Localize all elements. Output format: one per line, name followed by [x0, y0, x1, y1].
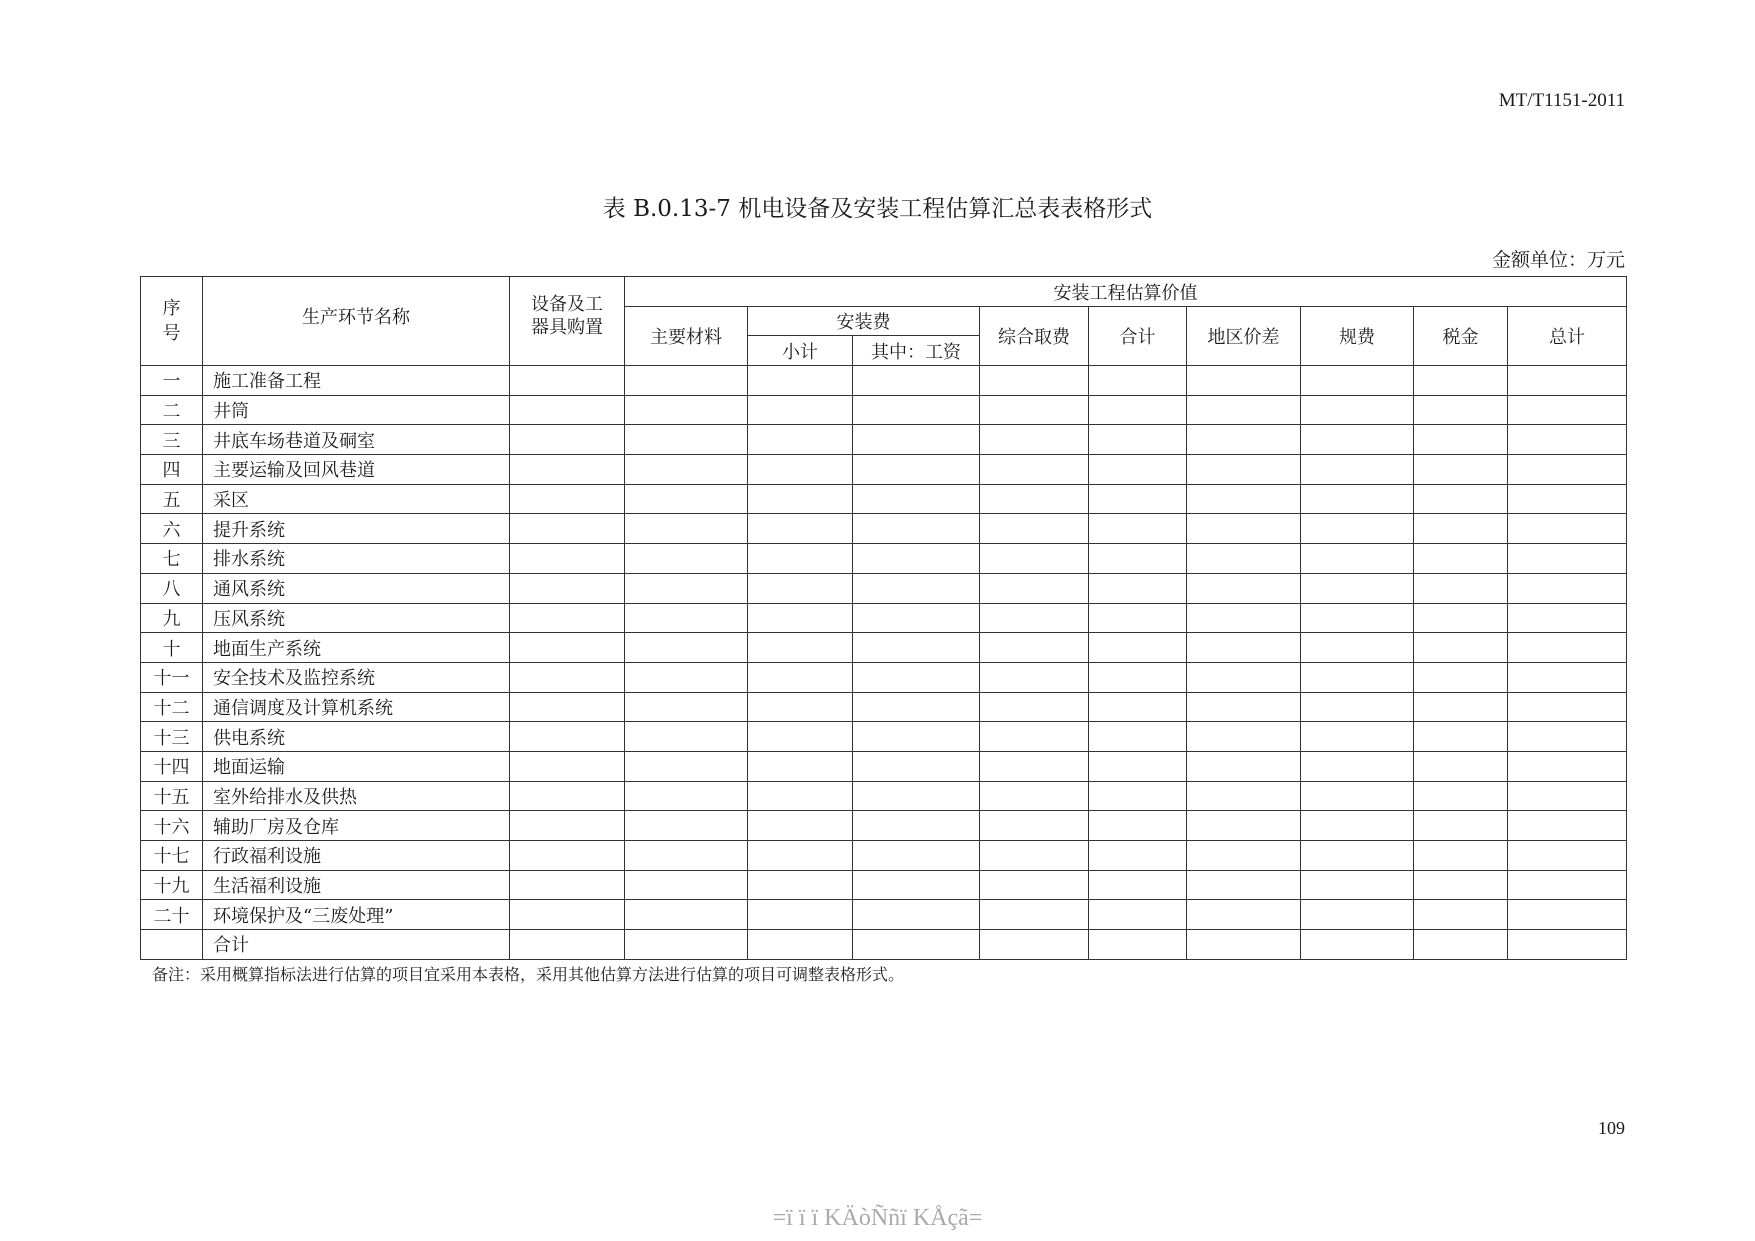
value-cell [1187, 751, 1301, 781]
value-cell [980, 455, 1089, 485]
row-name: 采区 [203, 484, 510, 514]
value-cell [853, 395, 980, 425]
value-cell [625, 455, 748, 485]
value-cell [1414, 484, 1508, 514]
value-cell [510, 692, 625, 722]
value-cell [1301, 484, 1414, 514]
value-cell [510, 751, 625, 781]
value-cell [1301, 425, 1414, 455]
row-seq: 十一 [141, 662, 203, 692]
value-cell [510, 930, 625, 960]
value-cell [1301, 841, 1414, 871]
row-name: 环境保护及“三废处理” [203, 900, 510, 930]
value-cell [1089, 900, 1187, 930]
table-row [141, 484, 1627, 514]
value-cell [1508, 573, 1627, 603]
header-tax: 税金 [1414, 307, 1508, 366]
value-cell [1301, 395, 1414, 425]
value-cell [1414, 573, 1508, 603]
value-cell [1414, 514, 1508, 544]
value-cell [625, 544, 748, 574]
value-cell [748, 395, 853, 425]
value-cell [1508, 662, 1627, 692]
header-name: 生产环节名称 [203, 277, 510, 366]
value-cell [748, 514, 853, 544]
value-cell [853, 425, 980, 455]
value-cell [853, 484, 980, 514]
row-name: 排水系统 [203, 544, 510, 574]
value-cell [510, 366, 625, 396]
value-cell [1301, 544, 1414, 574]
footer-watermark: =ï ï ï KÄòÑñï KÅçã= [772, 1205, 983, 1231]
value-cell [1089, 544, 1187, 574]
row-seq: 十七 [141, 841, 203, 871]
row-seq: 十二 [141, 692, 203, 722]
value-cell [853, 781, 980, 811]
value-cell [1508, 603, 1627, 633]
value-cell [980, 603, 1089, 633]
row-seq [141, 930, 203, 960]
header-total-sub: 合计 [1089, 307, 1187, 366]
value-cell [1301, 781, 1414, 811]
value-cell [1187, 722, 1301, 752]
value-cell [1414, 455, 1508, 485]
value-cell [510, 722, 625, 752]
value-cell [1187, 395, 1301, 425]
value-cell [748, 930, 853, 960]
value-cell [625, 603, 748, 633]
value-cell [1187, 484, 1301, 514]
value-cell [625, 633, 748, 663]
value-cell [1508, 722, 1627, 752]
value-cell [1508, 751, 1627, 781]
value-cell [625, 692, 748, 722]
value-cell [853, 930, 980, 960]
value-cell [625, 781, 748, 811]
value-cell [1301, 692, 1414, 722]
value-cell [1508, 514, 1627, 544]
header-equipment: 设备及工 器具购置 [510, 277, 625, 366]
table-row [141, 425, 1627, 455]
header-install-value-group: 安装工程估算价值 [625, 277, 1627, 307]
value-cell [1301, 573, 1414, 603]
value-cell [853, 870, 980, 900]
row-seq: 九 [141, 603, 203, 633]
value-cell [1187, 870, 1301, 900]
value-cell [1089, 484, 1187, 514]
value-cell [625, 366, 748, 396]
value-cell [1508, 930, 1627, 960]
value-cell [853, 633, 980, 663]
standard-code: MT/T1151-2011 [1498, 90, 1625, 111]
value-cell [1414, 692, 1508, 722]
row-name: 地面生产系统 [203, 633, 510, 663]
value-cell [1508, 544, 1627, 574]
row-name: 室外给排水及供热 [203, 781, 510, 811]
value-cell [853, 662, 980, 692]
value-cell [1508, 692, 1627, 722]
value-cell [1089, 811, 1187, 841]
value-cell [980, 930, 1089, 960]
value-cell [1089, 722, 1187, 752]
value-cell [853, 811, 980, 841]
value-cell [1187, 573, 1301, 603]
table-row [141, 544, 1627, 574]
value-cell [980, 484, 1089, 514]
value-cell [748, 366, 853, 396]
value-cell [1089, 366, 1187, 396]
value-cell [510, 573, 625, 603]
table-row [141, 692, 1627, 722]
value-cell [510, 455, 625, 485]
value-cell [748, 870, 853, 900]
value-cell [853, 455, 980, 485]
value-cell [980, 395, 1089, 425]
row-seq: 十三 [141, 722, 203, 752]
header-subtotal: 小计 [748, 336, 853, 366]
value-cell [1414, 662, 1508, 692]
table-row [141, 722, 1627, 752]
row-name: 合计 [203, 930, 510, 960]
value-cell [1508, 870, 1627, 900]
value-cell [1301, 455, 1414, 485]
value-cell [1301, 633, 1414, 663]
table-row [141, 751, 1627, 781]
value-cell [1414, 781, 1508, 811]
value-cell [748, 603, 853, 633]
row-seq: 一 [141, 366, 203, 396]
value-cell [625, 722, 748, 752]
row-name: 通信调度及计算机系统 [203, 692, 510, 722]
value-cell [1414, 930, 1508, 960]
page-number: 109 [1598, 1118, 1625, 1138]
estimate-summary-table [140, 276, 1627, 960]
value-cell [980, 544, 1089, 574]
value-cell [1187, 544, 1301, 574]
table-row [141, 455, 1627, 485]
value-cell [1508, 841, 1627, 871]
value-cell [510, 870, 625, 900]
table-row [141, 573, 1627, 603]
row-seq: 三 [141, 425, 203, 455]
value-cell [625, 930, 748, 960]
value-cell [853, 514, 980, 544]
value-cell [853, 751, 980, 781]
value-cell [1187, 781, 1301, 811]
value-cell [1508, 484, 1627, 514]
table-note: 备注：采用概算指标法进行估算的项目宜采用本表格，采用其他估算方法进行估算的项目可调整表格形式。 [152, 965, 905, 984]
header-grand-total: 总计 [1508, 307, 1627, 366]
row-name: 生活福利设施 [203, 870, 510, 900]
value-cell [1187, 514, 1301, 544]
value-cell [1089, 781, 1187, 811]
value-cell [1301, 514, 1414, 544]
row-seq: 十 [141, 633, 203, 663]
table-row [141, 841, 1627, 871]
value-cell [1301, 662, 1414, 692]
header-main-material: 主要材料 [625, 307, 748, 366]
header-install-fee-group: 安装费 [748, 307, 980, 336]
value-cell [980, 425, 1089, 455]
value-cell [1187, 930, 1301, 960]
value-cell [1508, 455, 1627, 485]
row-name: 井筒 [203, 395, 510, 425]
table-row [141, 662, 1627, 692]
value-cell [625, 484, 748, 514]
value-cell [510, 900, 625, 930]
value-cell [1301, 366, 1414, 396]
value-cell [853, 573, 980, 603]
value-cell [980, 751, 1089, 781]
value-cell [980, 573, 1089, 603]
value-cell [1414, 425, 1508, 455]
value-cell [748, 781, 853, 811]
value-cell [1089, 514, 1187, 544]
value-cell [748, 662, 853, 692]
value-cell [510, 395, 625, 425]
value-cell [1508, 425, 1627, 455]
value-cell [980, 781, 1089, 811]
value-cell [980, 722, 1089, 752]
amount-unit: 金额单位：万元 [1491, 249, 1625, 271]
value-cell [510, 603, 625, 633]
value-cell [1301, 603, 1414, 633]
value-cell [1187, 811, 1301, 841]
value-cell [748, 425, 853, 455]
header-fees: 规费 [1301, 307, 1414, 366]
row-name: 提升系统 [203, 514, 510, 544]
value-cell [980, 900, 1089, 930]
value-cell [748, 544, 853, 574]
value-cell [1089, 455, 1187, 485]
row-seq: 二 [141, 395, 203, 425]
row-name: 辅助厂房及仓库 [203, 811, 510, 841]
value-cell [1187, 425, 1301, 455]
header-wage: 其中：工资 [853, 336, 980, 366]
value-cell [625, 751, 748, 781]
row-seq: 十五 [141, 781, 203, 811]
row-name: 安全技术及监控系统 [203, 662, 510, 692]
value-cell [748, 811, 853, 841]
value-cell [1414, 544, 1508, 574]
value-cell [1089, 573, 1187, 603]
value-cell [510, 514, 625, 544]
value-cell [748, 573, 853, 603]
table-row [141, 603, 1627, 633]
value-cell [1089, 930, 1187, 960]
value-cell [1089, 395, 1187, 425]
value-cell [1089, 633, 1187, 663]
value-cell [625, 514, 748, 544]
value-cell [853, 366, 980, 396]
value-cell [1187, 841, 1301, 871]
row-name: 施工准备工程 [203, 366, 510, 396]
value-cell [1089, 603, 1187, 633]
value-cell [748, 692, 853, 722]
value-cell [748, 484, 853, 514]
value-cell [1414, 751, 1508, 781]
value-cell [853, 603, 980, 633]
value-cell [1414, 900, 1508, 930]
value-cell [510, 841, 625, 871]
value-cell [510, 484, 625, 514]
value-cell [1414, 870, 1508, 900]
value-cell [1187, 900, 1301, 930]
value-cell [510, 662, 625, 692]
value-cell [980, 514, 1089, 544]
value-cell [1508, 900, 1627, 930]
table-row [141, 366, 1627, 396]
value-cell [853, 544, 980, 574]
value-cell [1089, 425, 1187, 455]
value-cell [980, 366, 1089, 396]
value-cell [625, 573, 748, 603]
value-cell [1089, 662, 1187, 692]
value-cell [1508, 395, 1627, 425]
row-name: 主要运输及回风巷道 [203, 455, 510, 485]
value-cell [1508, 781, 1627, 811]
value-cell [1414, 395, 1508, 425]
row-seq: 十九 [141, 870, 203, 900]
value-cell [1089, 870, 1187, 900]
value-cell [980, 633, 1089, 663]
value-cell [1089, 841, 1187, 871]
value-cell [1414, 366, 1508, 396]
row-seq: 八 [141, 573, 203, 603]
value-cell [1414, 841, 1508, 871]
header-region-diff: 地区价差 [1187, 307, 1301, 366]
value-cell [748, 900, 853, 930]
value-cell [625, 900, 748, 930]
table-row [141, 811, 1627, 841]
row-seq: 十四 [141, 751, 203, 781]
value-cell [853, 722, 980, 752]
value-cell [748, 751, 853, 781]
row-seq: 二十 [141, 900, 203, 930]
value-cell [625, 425, 748, 455]
value-cell [1301, 900, 1414, 930]
value-cell [853, 692, 980, 722]
value-cell [510, 425, 625, 455]
value-cell [1089, 692, 1187, 722]
value-cell [1187, 692, 1301, 722]
table-row [141, 633, 1627, 663]
value-cell [1301, 722, 1414, 752]
value-cell [748, 722, 853, 752]
value-cell [625, 395, 748, 425]
value-cell [1414, 722, 1508, 752]
row-name: 供电系统 [203, 722, 510, 752]
row-name: 压风系统 [203, 603, 510, 633]
value-cell [1301, 870, 1414, 900]
table-row [141, 900, 1627, 930]
value-cell [853, 841, 980, 871]
value-cell [1508, 366, 1627, 396]
value-cell [625, 870, 748, 900]
value-cell [1187, 662, 1301, 692]
value-cell [1187, 603, 1301, 633]
row-name: 通风系统 [203, 573, 510, 603]
value-cell [1414, 603, 1508, 633]
value-cell [980, 811, 1089, 841]
table-row [141, 870, 1627, 900]
value-cell [980, 870, 1089, 900]
value-cell [1508, 811, 1627, 841]
value-cell [1187, 366, 1301, 396]
row-seq: 十六 [141, 811, 203, 841]
value-cell [1414, 811, 1508, 841]
value-cell [980, 841, 1089, 871]
value-cell [510, 633, 625, 663]
value-cell [1414, 633, 1508, 663]
value-cell [510, 811, 625, 841]
table-title: 表 B.0.13-7 机电设备及安装工程估算汇总表表格形式 [602, 196, 1153, 222]
value-cell [625, 662, 748, 692]
value-cell [1301, 811, 1414, 841]
row-seq: 六 [141, 514, 203, 544]
value-cell [1301, 751, 1414, 781]
value-cell [510, 781, 625, 811]
row-seq: 四 [141, 455, 203, 485]
value-cell [980, 692, 1089, 722]
row-name: 井底车场巷道及硐室 [203, 425, 510, 455]
value-cell [853, 900, 980, 930]
value-cell [1187, 633, 1301, 663]
header-overhead: 综合取费 [980, 307, 1089, 366]
value-cell [510, 544, 625, 574]
table-row [141, 395, 1627, 425]
row-seq: 七 [141, 544, 203, 574]
value-cell [748, 841, 853, 871]
value-cell [1187, 455, 1301, 485]
value-cell [748, 633, 853, 663]
row-seq: 五 [141, 484, 203, 514]
value-cell [1301, 930, 1414, 960]
value-cell [1089, 751, 1187, 781]
value-cell [625, 811, 748, 841]
table-row [141, 781, 1627, 811]
value-cell [980, 662, 1089, 692]
value-cell [748, 455, 853, 485]
row-name: 地面运输 [203, 751, 510, 781]
table-row [141, 514, 1627, 544]
header-seq: 序 号 [141, 277, 203, 366]
value-cell [1508, 633, 1627, 663]
table-row [141, 930, 1627, 960]
row-name: 行政福利设施 [203, 841, 510, 871]
value-cell [625, 841, 748, 871]
